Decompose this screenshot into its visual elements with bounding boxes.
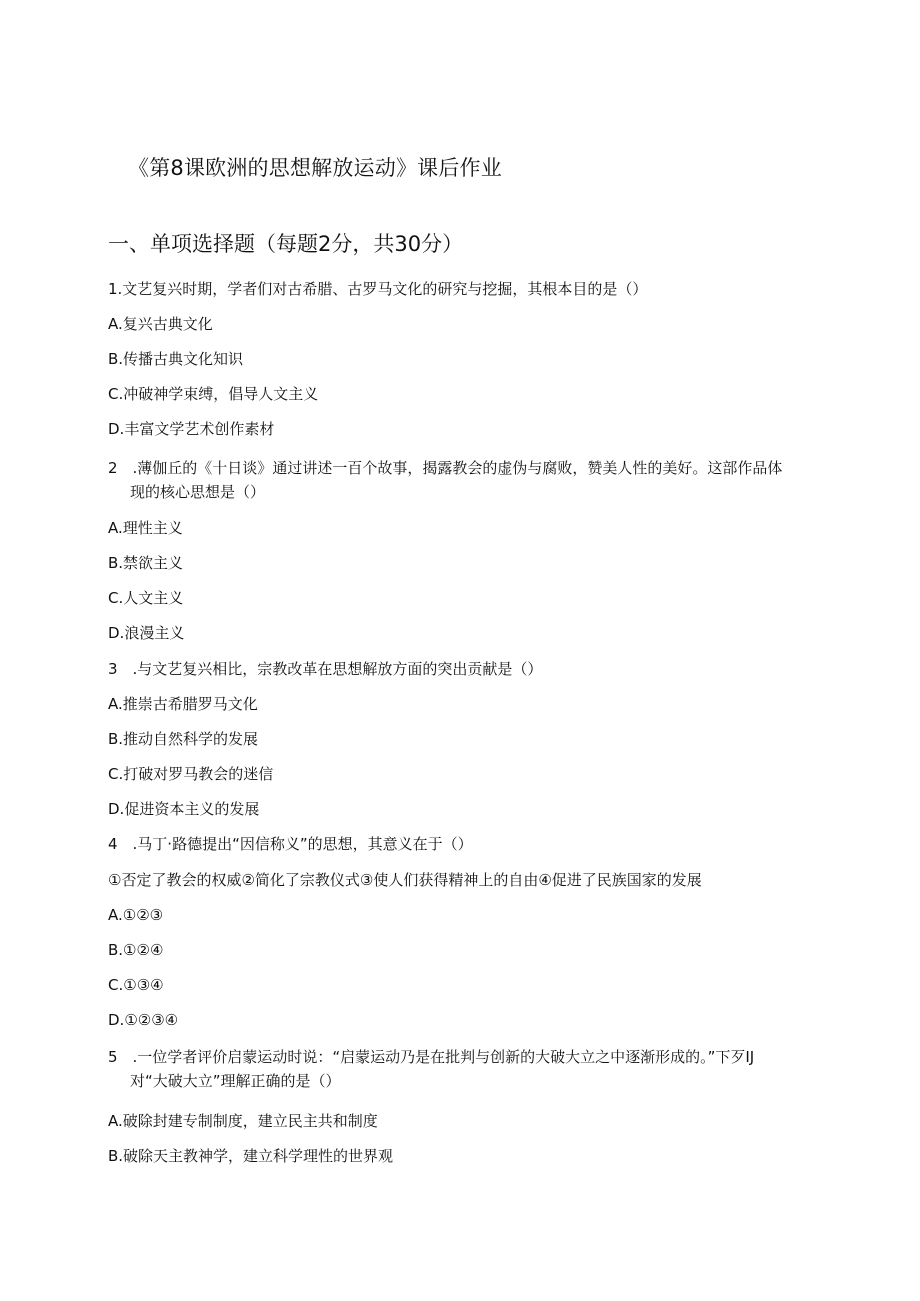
question-3-option-b: B.推动自然科学的发展 — [108, 730, 259, 748]
question-4-option-d: D.①②③④ — [108, 1011, 179, 1029]
question-1-option-b: B.传播古典文化知识 — [108, 350, 244, 368]
question-5-stem-line-1: 5 .一位学者评价启蒙运动时说：“启蒙运动乃是在批判与创新的大破大立之中逐渐形成的。”下歹IJ — [108, 1048, 755, 1066]
question-3-stem: 3 .与文艺复兴相比，宗教改革在思想解放方面的突出贡献是（） — [108, 660, 543, 678]
question-4-statements: ①否定了教会的权威②简化了宗教仪式③使人们获得精神上的自由④促进了民族国家的发展 — [108, 871, 702, 889]
question-5-stem — [108, 1045, 754, 1093]
question-3-option-c: C.打破对罗马教会的迷信 — [108, 765, 274, 783]
question-1-option-c: C.冲破神学束缚，倡导人文主义 — [108, 385, 319, 403]
question-4-option-c: C.①③④ — [108, 976, 164, 994]
question-1-option-a: A.复兴古典文化 — [108, 315, 213, 333]
question-2-option-d: D.浪漫主义 — [108, 624, 185, 642]
question-2-stem-line-2: 现的核心思想是（） — [130, 483, 266, 501]
question-2-stem-line-1: 2 .薄伽丘的《十日谈》通过讲述一百个故事，揭露教会的虚伪与腐败，赞美人性的美好。这部作品体 — [108, 459, 783, 477]
question-3-option-d: D.促进资本主义的发展 — [108, 800, 260, 818]
question-4-option-b: B.①②④ — [108, 941, 164, 959]
question-4-option-a: A.①②③ — [108, 906, 164, 924]
question-2-stem — [108, 456, 782, 504]
question-1-stem: 1.文艺复兴时期，学者们对古希腊、古罗马文化的研究与挖掘，其根本目的是（） — [108, 280, 648, 298]
section-heading: 一、单项选择题（每题2分，共30分） — [108, 232, 464, 256]
question-5-stem-line-2: 对“大破大立”理解正确的是（） — [130, 1072, 341, 1090]
question-3-option-a: A.推崇古希腊罗马文化 — [108, 695, 258, 713]
question-4-stem: 4 .马丁·路德提出“因信称义”的思想，其意义在于（） — [108, 835, 473, 853]
question-2-option-a: A.理性主义 — [108, 519, 183, 537]
question-2-option-b: B.禁欲主义 — [108, 554, 184, 572]
question-2-option-c: C.人文主义 — [108, 589, 184, 607]
document-title: 《第8课欧洲的思想解放运动》课后作业 — [128, 156, 502, 180]
question-1-option-d: D.丰富文学艺术创作素材 — [108, 420, 275, 438]
question-5-option-b: B.破除天主教神学，建立科学理性的世界观 — [108, 1147, 394, 1165]
question-5-option-a: A.破除封建专制制度，建立民主共和制度 — [108, 1112, 378, 1130]
